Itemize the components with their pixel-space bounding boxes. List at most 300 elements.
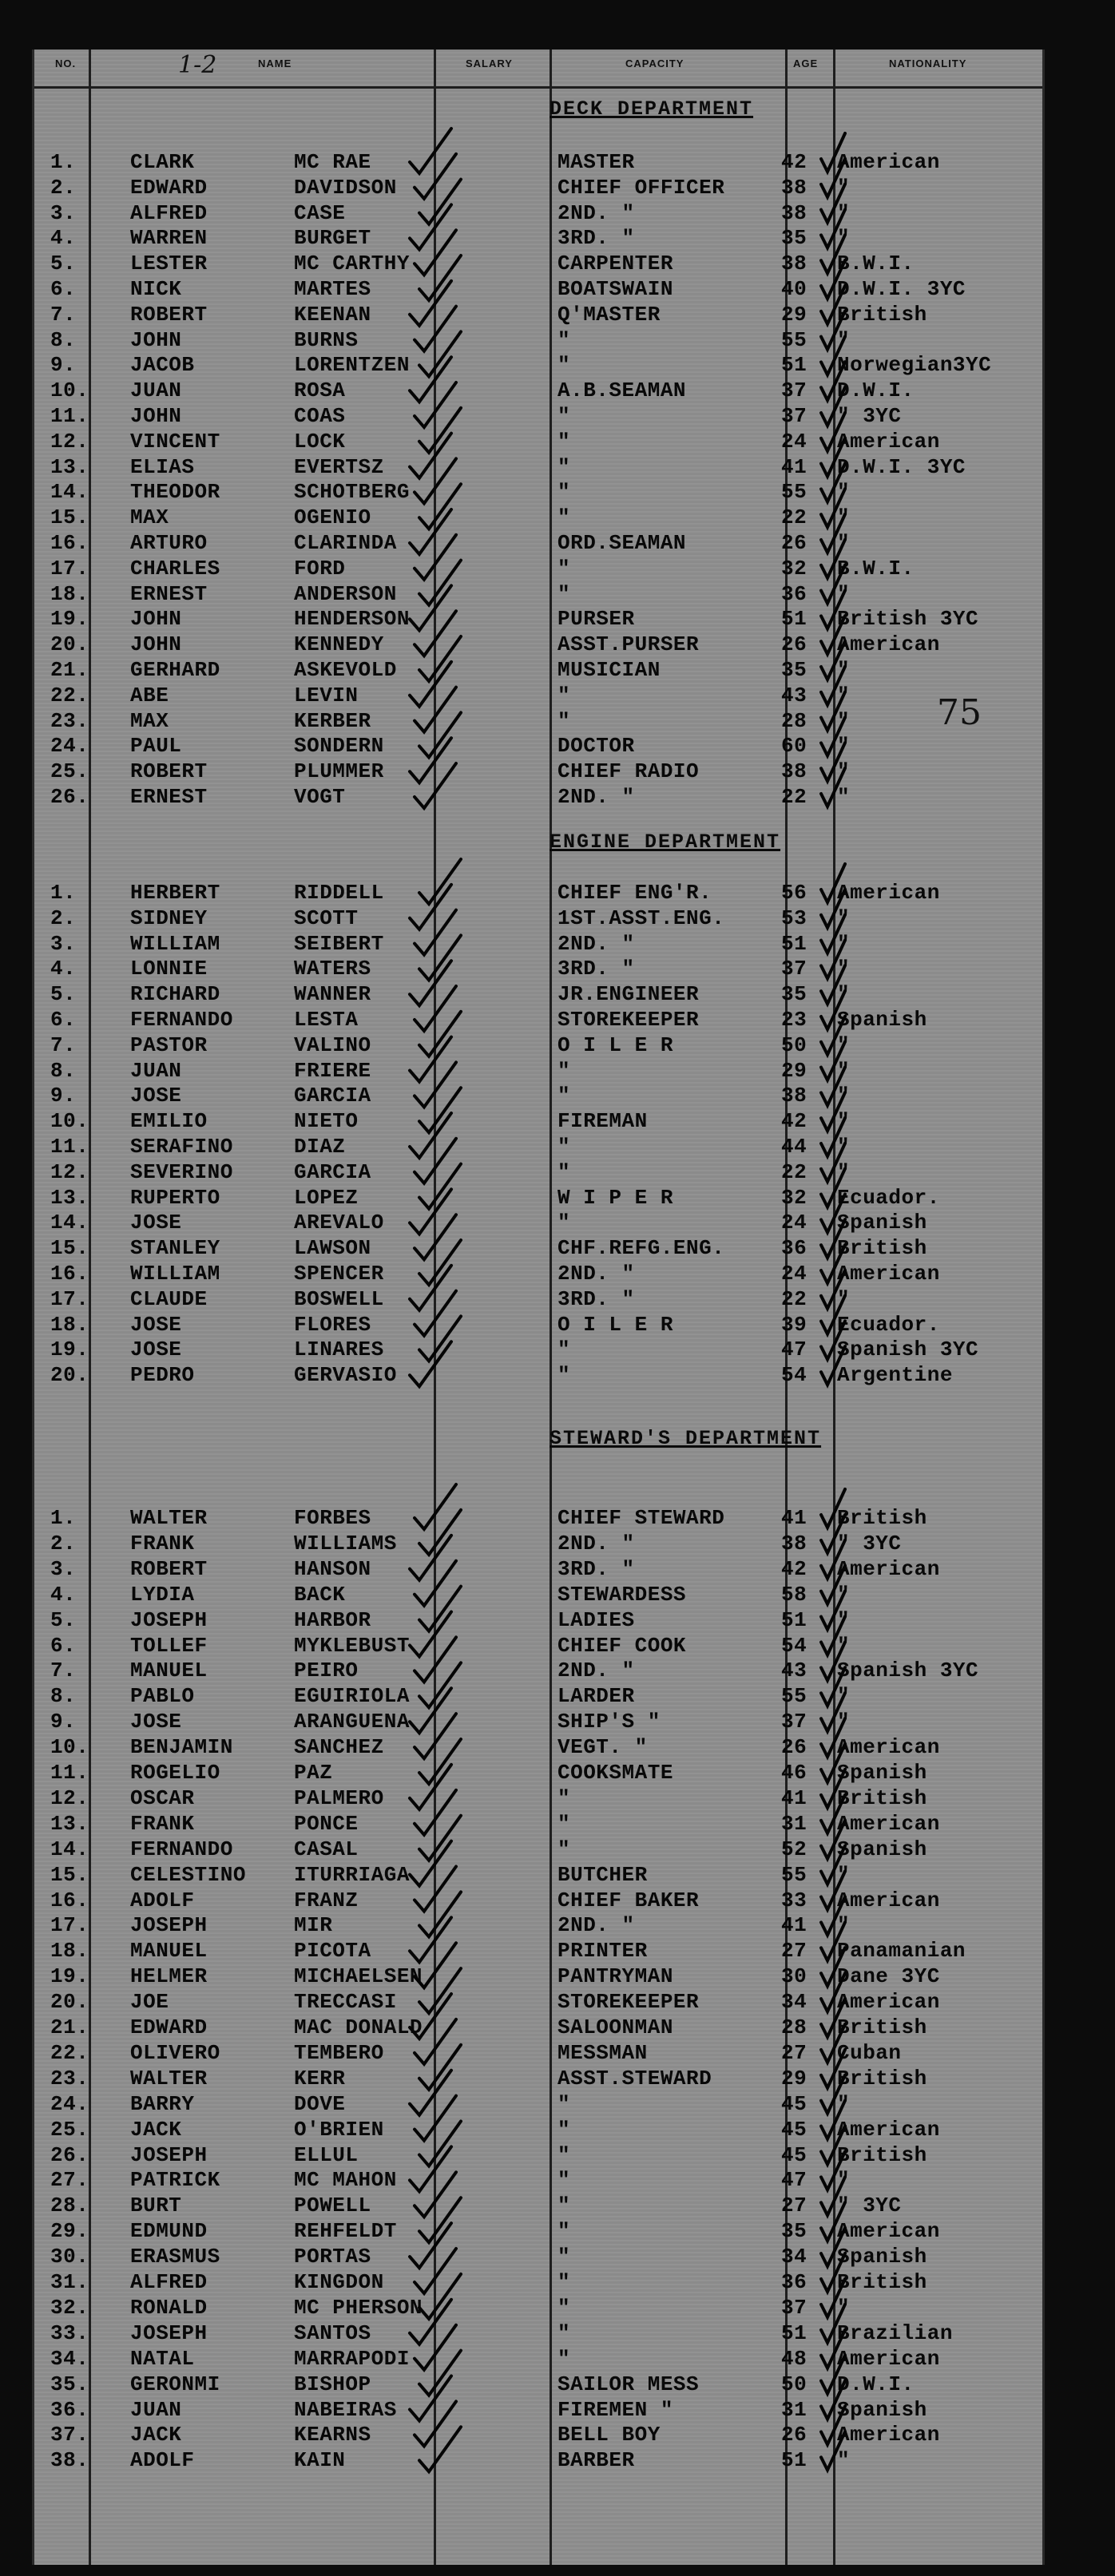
check-mark <box>415 535 456 580</box>
crew-number: 25. <box>50 2117 89 2142</box>
crew-number: 13. <box>50 1811 89 1836</box>
nationality: " <box>837 658 851 682</box>
first-name: LESTER <box>130 252 208 276</box>
age: 33 <box>781 1888 807 1912</box>
age: 31 <box>781 1811 807 1836</box>
last-name: ITURRIAGA <box>294 1862 410 1887</box>
nationality: " <box>837 1032 851 1057</box>
capacity: ASST.PURSER <box>558 632 700 657</box>
crew-number: 29. <box>50 2219 89 2244</box>
first-name: ADOLF <box>130 2448 195 2473</box>
check-mark <box>410 281 451 326</box>
check-mark <box>415 1215 456 1259</box>
last-name: MC PHERSON <box>294 2295 423 2320</box>
crew-number: 4. <box>50 1582 77 1607</box>
crew-number: 38. <box>50 2448 89 2473</box>
check-mark <box>419 1816 461 1861</box>
nationality: " <box>837 683 851 707</box>
capacity: 2ND. " <box>558 200 635 225</box>
nationality: " <box>837 226 851 251</box>
handwritten-check-marks <box>34 50 1042 2565</box>
last-name: CASE <box>294 200 346 225</box>
first-name: OLIVERO <box>130 2040 220 2065</box>
crew-number: 8. <box>50 327 77 352</box>
check-mark <box>415 1561 456 1606</box>
crew-number: 7. <box>50 1032 77 1057</box>
age: 22 <box>781 1286 807 1311</box>
last-name: ARANGUENA <box>294 1710 410 1734</box>
crew-number: 1. <box>50 150 77 174</box>
capacity: " <box>558 581 571 606</box>
check-mark <box>419 1968 461 2013</box>
check-mark <box>410 1765 451 1809</box>
crew-number: 5. <box>50 1607 77 1632</box>
age: 38 <box>781 1084 807 1108</box>
capacity: " <box>558 1159 571 1184</box>
check-mark <box>415 1484 456 1529</box>
age: 29 <box>781 302 807 327</box>
header-nationality: NATIONALITY <box>889 57 967 69</box>
age: 26 <box>781 1735 807 1760</box>
capacity: STOREKEEPER <box>558 1990 700 2015</box>
last-name: KEENAN <box>294 302 371 327</box>
last-name: ELLUL <box>294 2142 359 2167</box>
check-mark <box>410 1189 451 1234</box>
nationality: British <box>837 2142 927 2167</box>
age: 41 <box>781 454 807 479</box>
capacity: O I L E R <box>558 1312 673 1337</box>
age: 24 <box>781 429 807 454</box>
crew-number: 27. <box>50 2168 89 2193</box>
first-name: JACK <box>130 2423 182 2447</box>
crew-number: 16. <box>50 1888 89 1912</box>
check-mark <box>415 1867 456 1912</box>
check-mark <box>415 1790 456 1835</box>
crew-number: 10. <box>50 378 89 403</box>
nationality: " 3YC <box>837 1531 902 1556</box>
last-name: AREVALO <box>294 1211 384 1235</box>
header-no: NO. <box>55 57 77 69</box>
first-name: EDMUND <box>130 2219 208 2244</box>
check-mark <box>415 2249 456 2293</box>
capacity: 3RD. " <box>558 1556 635 1581</box>
capacity: JR.ENGINEER <box>558 982 700 1007</box>
age: 45 <box>781 2117 807 2142</box>
age: 60 <box>781 734 807 759</box>
check-mark <box>419 1587 461 1631</box>
nationality: Ecuador. <box>837 1185 940 1210</box>
last-name: HENDERSON <box>294 607 410 632</box>
crew-number: 36. <box>50 2397 89 2422</box>
first-name: SIDNEY <box>130 906 208 930</box>
crew-number: 5. <box>50 252 77 276</box>
nationality: Spanish <box>837 2245 927 2269</box>
first-name: JOHN <box>130 632 182 657</box>
last-name: GERVASIO <box>294 1363 397 1388</box>
header-capacity: CAPACITY <box>625 57 684 69</box>
first-name: ABE <box>130 683 169 707</box>
crew-number: 17. <box>50 556 89 581</box>
nationality: American <box>837 1735 940 1760</box>
age: 51 <box>781 2320 807 2345</box>
last-name: EGUIRIOLA <box>294 1684 410 1709</box>
nationality: " 3YC <box>837 404 902 428</box>
first-name: FERNANDO <box>130 1837 233 1861</box>
last-name: LORENTZEN <box>294 353 410 378</box>
nationality: " <box>837 2295 851 2320</box>
crew-number: 32. <box>50 2295 89 2320</box>
age: 31 <box>781 2397 807 2422</box>
first-name: ROBERT <box>130 302 208 327</box>
last-name: FLORES <box>294 1312 371 1337</box>
first-name: JOSE <box>130 1084 182 1108</box>
last-name: KERBER <box>294 708 371 733</box>
last-name: MARRAPODI <box>294 2346 410 2371</box>
age: 51 <box>781 1607 807 1632</box>
age: 40 <box>781 277 807 301</box>
first-name: JOSEPH <box>130 2142 208 2167</box>
last-name: REHFELDT <box>294 2219 397 2244</box>
check-mark <box>419 408 461 453</box>
crew-number: 18. <box>50 1312 89 1337</box>
check-mark <box>419 2427 461 2471</box>
age: 42 <box>781 1109 807 1134</box>
age: 35 <box>781 226 807 251</box>
first-name: RICHARD <box>130 982 220 1007</box>
capacity: " <box>558 556 571 581</box>
age: 39 <box>781 1312 807 1337</box>
capacity: DOCTOR <box>558 734 635 759</box>
crew-number: 12. <box>50 429 89 454</box>
last-name: SCHOTBERG <box>294 480 410 505</box>
capacity: FIREMEN " <box>558 2397 673 2422</box>
last-name: WANNER <box>294 982 371 1007</box>
capacity: 1ST.ASST.ENG. <box>558 906 725 930</box>
check-mark <box>410 885 451 929</box>
last-name: KERR <box>294 2066 346 2091</box>
capacity: " <box>558 2346 571 2371</box>
first-name: JUAN <box>130 2397 182 2422</box>
nationality: " <box>837 1913 851 1938</box>
nationality: Spanish 3YC <box>837 1338 979 1362</box>
capacity: BOATSWAIN <box>558 277 673 301</box>
last-name: SONDERN <box>294 734 384 759</box>
crew-number: 14. <box>50 1211 89 1235</box>
last-name: PAZ <box>294 1761 333 1785</box>
check-mark <box>415 382 456 427</box>
check-mark <box>419 180 461 224</box>
last-name: TEMBERO <box>294 2040 384 2065</box>
last-name: FRIERE <box>294 1058 371 1083</box>
nationality: " <box>837 1862 851 1887</box>
first-name: PABLO <box>130 1684 195 1709</box>
nationality: " <box>837 906 851 930</box>
capacity: " <box>558 2091 571 2116</box>
first-name: MAX <box>130 505 169 530</box>
check-mark <box>415 1291 456 1336</box>
capacity: " <box>558 2194 571 2218</box>
crew-number: 24. <box>50 2091 89 2116</box>
first-name: JOSEPH <box>130 2320 208 2345</box>
crew-number: 16. <box>50 531 89 555</box>
age: 29 <box>781 1058 807 1083</box>
nationality: " <box>837 175 851 200</box>
last-name: FRANZ <box>294 1888 359 1912</box>
age: 32 <box>781 556 807 581</box>
last-name: ROSA <box>294 378 346 403</box>
first-name: RONALD <box>130 2295 208 2320</box>
crew-number: 10. <box>50 1735 89 1760</box>
first-name: CLARK <box>130 150 195 174</box>
header-age: AGE <box>793 57 819 69</box>
first-name: SERAFINO <box>130 1135 233 1159</box>
age: 50 <box>781 2372 807 2396</box>
capacity: " <box>558 404 571 428</box>
check-mark <box>415 1714 456 1758</box>
crew-number: 18. <box>50 1939 89 1964</box>
age: 24 <box>781 1211 807 1235</box>
age: 22 <box>781 785 807 809</box>
nationality: " <box>837 2168 851 2193</box>
capacity: CHIEF RADIO <box>558 759 700 784</box>
crew-number: 19. <box>50 1338 89 1362</box>
capacity: BELL BOY <box>558 2423 661 2447</box>
first-name: ROBERT <box>130 759 208 784</box>
nationality: Spanish <box>837 1761 927 1785</box>
age: 26 <box>781 632 807 657</box>
last-name: MAC DONALD <box>294 2015 423 2039</box>
check-mark <box>415 611 456 656</box>
check-mark <box>410 434 451 478</box>
nationality: American <box>837 2346 940 2371</box>
check-mark <box>410 1612 451 1657</box>
nationality: " <box>837 2448 851 2473</box>
first-name: HERBERT <box>130 881 220 905</box>
capacity: FIREMAN <box>558 1109 648 1134</box>
age: 29 <box>781 2066 807 2091</box>
crew-number: 17. <box>50 1286 89 1311</box>
first-name: JOHN <box>130 607 182 632</box>
check-mark <box>410 2071 451 2115</box>
crew-number: 31. <box>50 2270 89 2294</box>
age: 55 <box>781 480 807 505</box>
nationality: D.W.I. 3YC <box>837 277 966 301</box>
nationality: American <box>837 1262 940 1286</box>
capacity: STEWARDESS <box>558 1582 687 1607</box>
section-heading: ENGINE DEPARTMENT <box>550 830 781 854</box>
capacity: 2ND. " <box>558 931 635 956</box>
nationality: " <box>837 785 851 809</box>
first-name: PAUL <box>130 734 182 759</box>
nationality: British <box>837 2015 927 2039</box>
capacity: W I P E R <box>558 1185 673 1210</box>
nationality: Spanish <box>837 1837 927 1861</box>
age: 26 <box>781 2423 807 2447</box>
check-mark <box>419 1892 461 1936</box>
first-name: MAX <box>130 708 169 733</box>
last-name: PALMERO <box>294 1785 384 1810</box>
crew-number: 30. <box>50 2245 89 2269</box>
capacity: " <box>558 1811 571 1836</box>
nationality: " <box>837 982 851 1007</box>
nationality: British 3YC <box>837 607 979 632</box>
last-name: NABEIRAS <box>294 2397 397 2422</box>
capacity: " <box>558 2245 571 2269</box>
capacity: " <box>558 1363 571 1388</box>
capacity: " <box>558 683 571 707</box>
last-name: PLUMMER <box>294 759 384 784</box>
capacity: SAILOR MESS <box>558 2372 700 2396</box>
first-name: STANLEY <box>130 1236 220 1261</box>
check-mark <box>415 2401 456 2446</box>
crew-number: 9. <box>50 1084 77 1108</box>
first-name: WARREN <box>130 226 208 251</box>
last-name: PORTAS <box>294 2245 371 2269</box>
nationality: Spanish 3YC <box>837 1659 979 1683</box>
last-name: GARCIA <box>294 1084 371 1108</box>
crew-number: 6. <box>50 1633 77 1658</box>
age: 38 <box>781 252 807 276</box>
age: 41 <box>781 1913 807 1938</box>
age: 41 <box>781 1785 807 1810</box>
last-name: LEVIN <box>294 683 359 707</box>
check-mark <box>415 2172 456 2217</box>
check-mark <box>419 1663 461 1707</box>
first-name: EDWARD <box>130 2015 208 2039</box>
check-mark <box>419 2045 461 2090</box>
first-name: OSCAR <box>130 1785 195 1810</box>
manifest-sheet <box>32 50 1045 2565</box>
nationality: " <box>837 1058 851 1083</box>
capacity: " <box>558 353 571 378</box>
first-name: GERONMI <box>130 2372 220 2396</box>
nationality: Brazilian <box>837 2320 953 2345</box>
capacity: SHIP'S " <box>558 1710 661 1734</box>
last-name: SCOTT <box>294 906 359 930</box>
crew-number: 33. <box>50 2320 89 2345</box>
last-name: SANCHEZ <box>294 1735 384 1760</box>
first-name: JOSEPH <box>130 1913 208 1938</box>
age: 41 <box>781 1506 807 1530</box>
nationality: Cuban <box>837 2040 902 2065</box>
nationality: American <box>837 1556 940 1581</box>
check-mark <box>410 1536 451 1580</box>
last-name: BURGET <box>294 226 371 251</box>
capacity: PANTRYMAN <box>558 1964 673 1989</box>
crew-number: 17. <box>50 1913 89 1938</box>
first-name: WILLIAM <box>130 1262 220 1286</box>
section-heading: DECK DEPARTMENT <box>550 97 754 121</box>
nationality: Spanish <box>837 1008 927 1032</box>
last-name: CLARINDA <box>294 531 397 555</box>
nationality: " <box>837 734 851 759</box>
header-salary: SALARY <box>466 57 513 69</box>
crew-number: 37. <box>50 2423 89 2447</box>
age: 54 <box>781 1633 807 1658</box>
crew-number: 19. <box>50 1964 89 1989</box>
capacity: LARDER <box>558 1684 635 1709</box>
capacity: VEGT. " <box>558 1735 648 1760</box>
crew-number: 14. <box>50 480 89 505</box>
crew-number: 1. <box>50 1506 77 1530</box>
first-name: JUAN <box>130 1058 182 1083</box>
first-name: ERNEST <box>130 785 208 809</box>
crew-number: 11. <box>50 404 89 428</box>
crew-number: 2. <box>50 175 77 200</box>
nationality: " <box>837 1109 851 1134</box>
age: 51 <box>781 353 807 378</box>
nationality: " <box>837 708 851 733</box>
nationality: " <box>837 1135 851 1159</box>
crew-number: 9. <box>50 1710 77 1734</box>
age: 56 <box>781 881 807 905</box>
check-mark <box>415 1637 456 1682</box>
check-mark <box>410 662 451 707</box>
last-name: FORD <box>294 556 346 581</box>
last-name: SPENCER <box>294 1262 384 1286</box>
capacity: " <box>558 2219 571 2244</box>
age: 51 <box>781 607 807 632</box>
first-name: MANUEL <box>130 1939 208 1964</box>
crew-number: 3. <box>50 1556 77 1581</box>
last-name: VALINO <box>294 1032 371 1057</box>
nationality: American <box>837 632 940 657</box>
first-name: BARRY <box>130 2091 195 2116</box>
last-name: MC MAHON <box>294 2168 397 2193</box>
last-name: SANTOS <box>294 2320 371 2345</box>
age: 23 <box>781 1008 807 1032</box>
section-heading: STEWARD'S DEPARTMENT <box>550 1427 822 1450</box>
nationality: " <box>837 2091 851 2116</box>
check-mark <box>419 859 461 904</box>
age: 48 <box>781 2346 807 2371</box>
nationality: " <box>837 327 851 352</box>
capacity: STOREKEEPER <box>558 1008 700 1032</box>
check-mark <box>419 935 461 980</box>
age: 55 <box>781 1684 807 1709</box>
nationality: B.W.I. <box>837 252 915 276</box>
first-name: MANUEL <box>130 1659 208 1683</box>
first-name: ALFRED <box>130 200 208 225</box>
capacity: " <box>558 2320 571 2345</box>
nationality: " <box>837 505 851 530</box>
age: 38 <box>781 175 807 200</box>
capacity: " <box>558 429 571 454</box>
nationality: " <box>837 1286 851 1311</box>
first-name: ELIAS <box>130 454 195 479</box>
capacity: 2ND. " <box>558 1659 635 1683</box>
crew-number: 23. <box>50 708 89 733</box>
capacity: " <box>558 1084 571 1108</box>
nationality: " <box>837 581 851 606</box>
nationality: American <box>837 2117 940 2142</box>
age: 37 <box>781 2295 807 2320</box>
age: 53 <box>781 906 807 930</box>
last-name: MC CARTHY <box>294 252 410 276</box>
check-mark <box>415 2096 456 2141</box>
nationality: Argentine <box>837 1363 953 1388</box>
age: 42 <box>781 150 807 174</box>
first-name: ALFRED <box>130 2270 208 2294</box>
check-mark <box>410 1841 451 1886</box>
first-name: ROBERT <box>130 1556 208 1581</box>
capacity: 2ND. " <box>558 1531 635 1556</box>
capacity: " <box>558 454 571 479</box>
last-name: NIETO <box>294 1109 359 1134</box>
nationality: American <box>837 2423 940 2447</box>
crew-number: 21. <box>50 658 89 682</box>
capacity: CARPENTER <box>558 252 673 276</box>
